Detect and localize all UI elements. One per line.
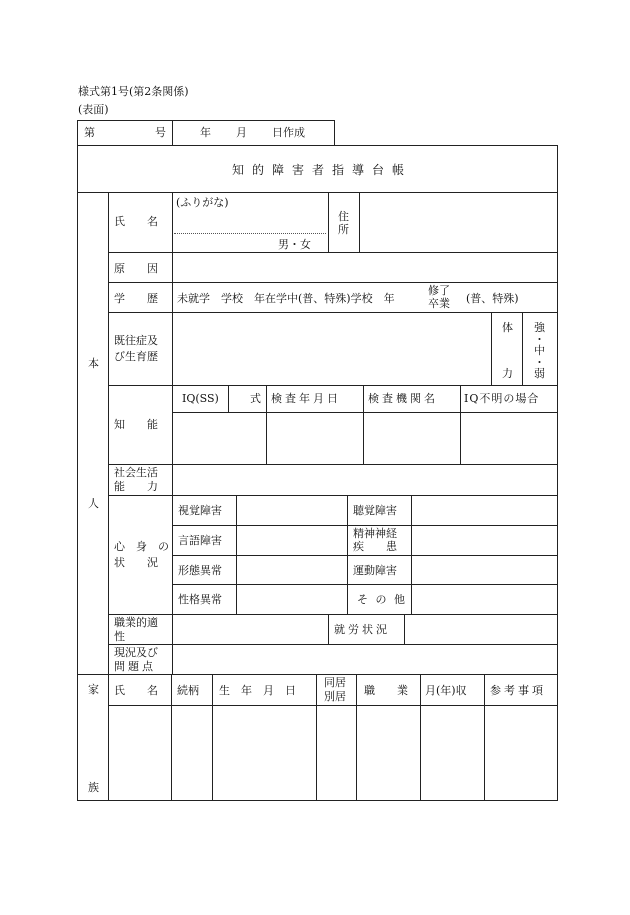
date-day: 日作成 [272, 126, 305, 139]
visual-label: 視覚障害 [178, 504, 222, 517]
section-person-char2: 人 [88, 497, 99, 510]
line [328, 192, 329, 252]
number-prefix: 第 [84, 126, 95, 139]
physical-middle: 中 [534, 344, 545, 357]
line [77, 192, 557, 193]
line [172, 120, 173, 145]
line [172, 555, 557, 556]
mental-label-2: 疾 患 [353, 540, 397, 553]
form-title: 知的障害者指導台帳 [232, 163, 413, 177]
date-year: 年 [200, 126, 211, 139]
line [266, 385, 267, 464]
line [347, 495, 348, 614]
education-label: 学 歴 [114, 292, 158, 305]
line [77, 120, 334, 121]
line [108, 385, 557, 386]
line [236, 495, 237, 614]
personality-label: 性格異常 [178, 593, 222, 606]
line [316, 674, 317, 800]
line [411, 495, 412, 614]
family-income-header: 月(年)収 [425, 684, 467, 697]
line [172, 584, 557, 585]
education-grad-2: 卒業 [428, 297, 450, 310]
family-cohabit-header-2: 別居 [324, 690, 346, 703]
line [228, 385, 229, 412]
physical-strong: 強 [534, 321, 545, 334]
exam-org-label: 検査機関名 [368, 392, 438, 405]
social-label-1: 社会生活 [114, 466, 158, 479]
line [404, 614, 405, 644]
line [460, 385, 461, 464]
physical-weak: 弱 [534, 367, 545, 380]
mindbody-label-2: 状 況 [114, 556, 158, 569]
form-abnormal-label: 形態異常 [178, 564, 222, 577]
cause-label: 原 因 [114, 262, 158, 275]
line [108, 644, 557, 645]
line [108, 312, 557, 313]
physical-label-2: 力 [502, 367, 513, 380]
hearing-label: 聴覚障害 [353, 504, 397, 517]
history-label-1: 既往症及 [114, 334, 158, 347]
family-birth-header: 生 年 月 日 [219, 684, 296, 697]
line [522, 312, 523, 385]
iq-label: IQ(SS) [182, 392, 219, 405]
line [108, 495, 557, 496]
education-type: (普、特殊) [466, 292, 519, 305]
line [363, 385, 364, 464]
name-label: 氏 名 [114, 215, 158, 228]
current-label-1: 現況及び [114, 646, 158, 659]
line [328, 614, 329, 644]
social-label-2: 能 力 [114, 480, 158, 493]
form-side: (表面) [78, 103, 109, 116]
line [108, 282, 557, 283]
current-label-2: 問題点 [114, 660, 156, 673]
line [557, 145, 558, 800]
exam-date-label: 検査年月日 [271, 392, 341, 405]
date-month: 月 [236, 126, 247, 139]
line [108, 192, 109, 800]
iq-unknown-label: IQ不明の場合 [464, 392, 540, 405]
line [108, 252, 557, 253]
line [484, 674, 485, 800]
work-status-label: 就労状況 [334, 623, 390, 636]
address-label-1: 住 [338, 210, 349, 223]
physical-dot-1: ・ [534, 333, 545, 346]
line [172, 525, 557, 526]
furigana-label: (ふりがな) [176, 196, 229, 209]
vocational-label-2: 性 [114, 630, 125, 643]
line [356, 674, 357, 800]
line [172, 412, 557, 413]
vocational-label-1: 職業的適 [114, 616, 158, 629]
other-label: そ の 他 [357, 593, 407, 606]
section-family-char2: 族 [88, 781, 99, 794]
dotted-line [174, 233, 326, 234]
form-number: 様式第1号(第2条関係) [78, 85, 189, 98]
line [359, 192, 360, 252]
mindbody-label-1: 心 身 の [114, 540, 169, 553]
gender-value: 男・女 [278, 238, 311, 251]
family-name-header: 氏 名 [114, 684, 158, 697]
line [108, 614, 557, 615]
mental-label-1: 精神神経 [353, 527, 397, 540]
line [212, 674, 213, 800]
intelligence-label: 知 能 [114, 418, 158, 431]
line [77, 800, 558, 801]
line [172, 192, 173, 674]
history-label-2: び生育歴 [114, 350, 158, 363]
line [77, 674, 557, 675]
physical-dot-2: ・ [534, 356, 545, 369]
family-relation-header: 続柄 [177, 684, 199, 697]
line [108, 705, 557, 706]
physical-label-1: 体 [502, 321, 513, 334]
family-occupation-header: 職 業 [364, 684, 408, 697]
address-label-2: 所 [338, 223, 349, 236]
formula-label: 式 [250, 392, 261, 405]
motor-label: 運動障害 [353, 564, 397, 577]
education-grad-1: 修了 [428, 284, 450, 297]
number-suffix: 号 [155, 126, 166, 139]
line [77, 145, 557, 146]
line [171, 674, 172, 800]
line [334, 120, 335, 145]
speech-label: 言語障害 [178, 534, 222, 547]
family-cohabit-header-1: 同居 [324, 676, 346, 689]
line [420, 674, 421, 800]
line [108, 464, 557, 465]
section-family-char1: 家 [88, 683, 99, 696]
education-text: 未就学 学校 年在学中(普、特殊)学校 年 [177, 292, 395, 305]
line [77, 120, 78, 800]
family-notes-header: 参考事項 [490, 684, 546, 697]
line [491, 312, 492, 385]
section-person-char1: 本 [88, 357, 99, 370]
